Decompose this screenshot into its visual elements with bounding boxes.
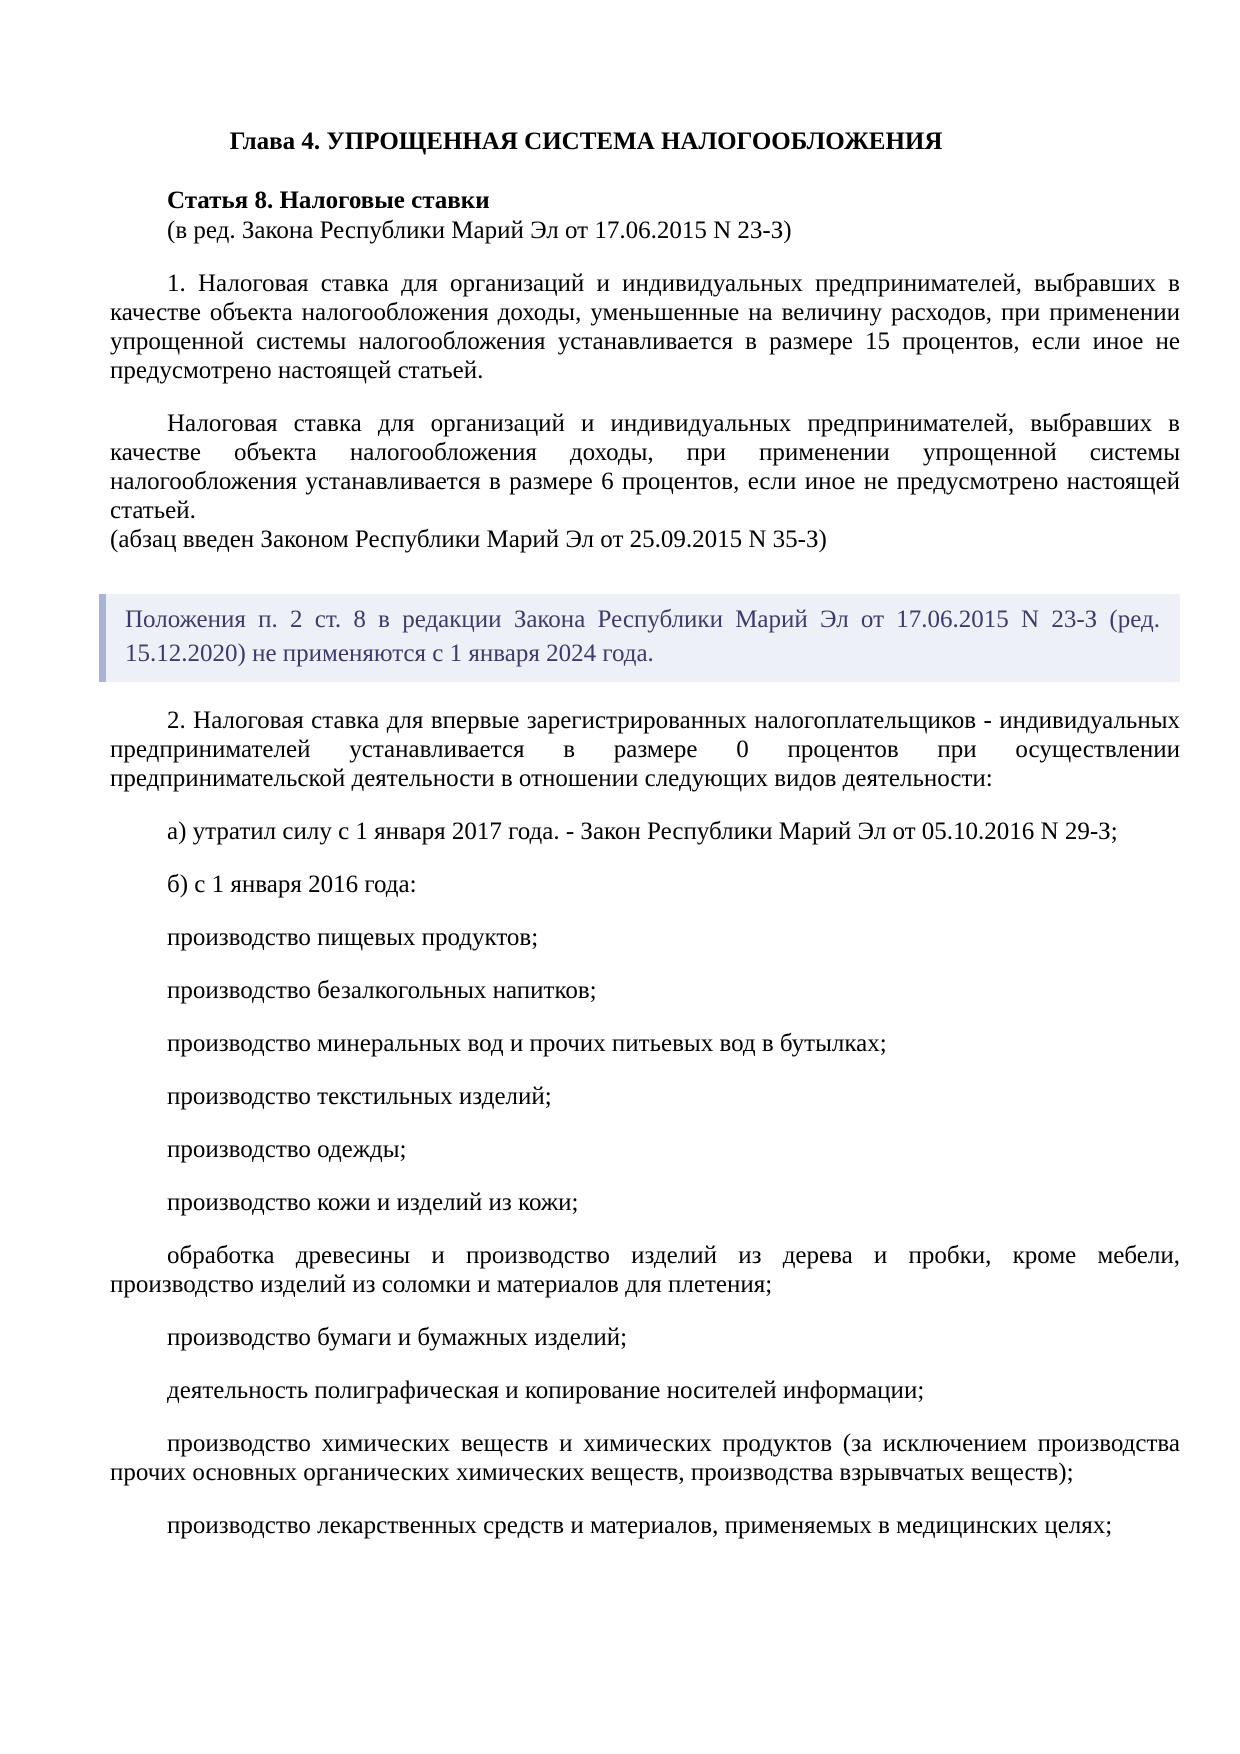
activity-item: производство кожи и изделий из кожи; [167, 1189, 579, 1216]
amendment-note: (абзац введен Законом Республики Марий Эл от 25.09.2015 N 35-З) [110, 526, 827, 553]
activity-item: производство пищевых продуктов; [167, 924, 539, 951]
article-heading: Статья 8. Налоговые ставки [167, 187, 490, 214]
note-box [99, 594, 1180, 682]
subclause-b-paragraph: б) с 1 января 2016 года: [167, 871, 417, 898]
activity-item: обработка древесины и производство изделий из дерева и пробки, кроме мебели, производство изделий из соломки и материалов для плетения; [110, 1242, 1180, 1298]
activity-item: деятельность полиграфическая и копирование носителей информации; [167, 1377, 925, 1404]
clause-2-paragraph: 2. Налоговая ставка для впервые зарегистрированных налогоплательщиков - индивидуальных предпринимателей устанавливается в размере 0 процентов при осуществлении предпринимательской деятельности в отношении следующих видов деятельности: [110, 707, 1180, 792]
activity-item: производство лекарственных средств и материалов, применяемых в медицинских целях; [167, 1512, 1113, 1539]
activity-item: производство минеральных вод и прочих питьевых вод в бутылках; [167, 1030, 887, 1057]
clause-1a-paragraph: Налоговая ставка для организаций и индивидуальных предпринимателей, выбравших в качестве объекта налогообложения доходы, при применении упрощенной системы налогообложения устанавливается в размере 6 процентов, если иное не предусмотрено настоящей статьей. [110, 410, 1180, 524]
activity-item: производство безалкогольных напитков; [167, 977, 597, 1004]
activity-item: производство бумаги и бумажных изделий; [167, 1324, 628, 1351]
activity-item: производство текстильных изделий; [167, 1083, 552, 1110]
activity-item: производство одежды; [167, 1136, 407, 1163]
clause-1-paragraph: 1. Налоговая ставка для организаций и индивидуальных предпринимателей, выбравших в качестве объекта налогообложения доходы, уменьшенные на величину расходов, при применении упрощенной системы налогообложения устанавливается в размере 15 процентов, если иное не предусмотрено настоящей статьей. [110, 270, 1180, 384]
note-box-text: Положения п. 2 ст. 8 в редакции Закона Республики Марий Эл от 17.06.2015 N 23-З (ред. 15.12.2020) не применяются с 1 января 2024 года. [125, 606, 1160, 667]
subclause-a-paragraph: а) утратил силу с 1 января 2017 года. - Закон Республики Марий Эл от 05.10.2016 N 29-З; [167, 818, 1118, 845]
edition-note: (в ред. Закона Республики Марий Эл от 17.06.2015 N 23-З) [167, 217, 792, 244]
chapter-title: Глава 4. УПРОЩЕННАЯ СИСТЕМА НАЛОГООБЛОЖЕНИЯ [229, 128, 943, 155]
activity-item: производство химических веществ и химических продуктов (за исключением производства прочих основных органических химических веществ, производства взрывчатых веществ); [110, 1430, 1180, 1486]
